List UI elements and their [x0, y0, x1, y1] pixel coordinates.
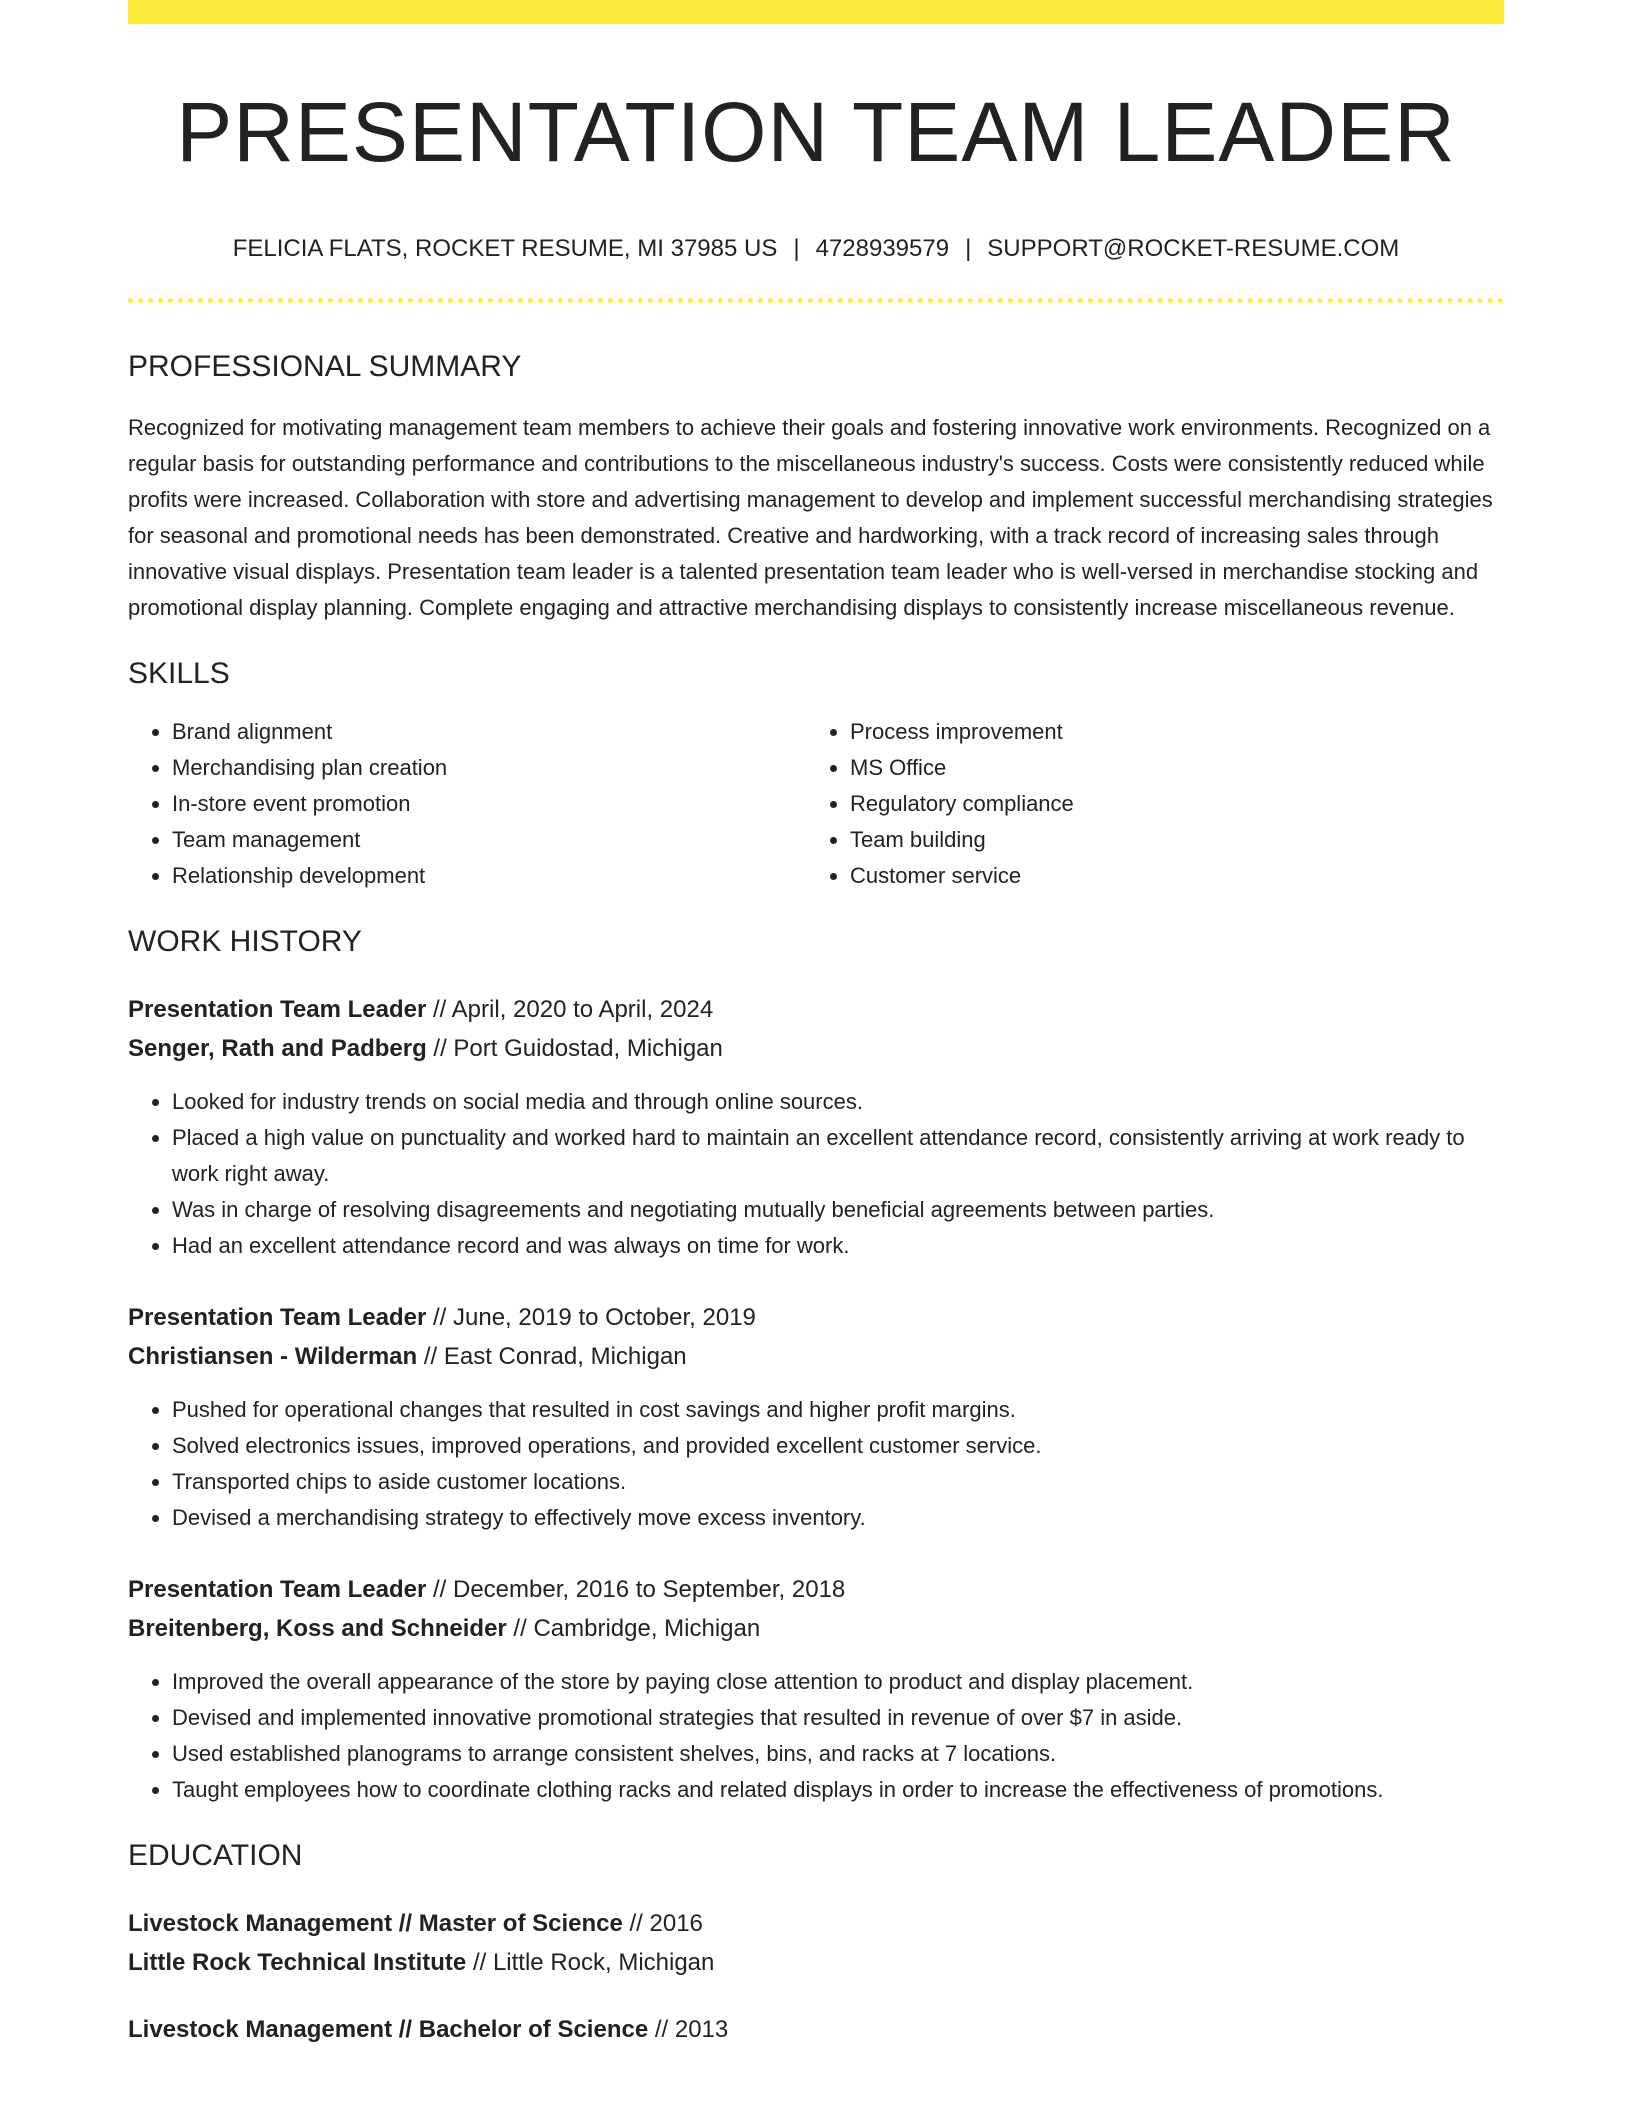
job-company-line	[128, 1337, 1504, 1376]
education-location: // Little Rock, Michigan	[466, 1948, 715, 1976]
job-title: Presentation Team Leader	[128, 995, 427, 1023]
dotted-divider	[128, 298, 1504, 303]
job-location: // Cambridge, Michigan	[506, 1614, 761, 1642]
skill-item: • In-store event promotion	[172, 786, 806, 822]
education-degree-line	[128, 1904, 1504, 1943]
job-company: Senger, Rath and Padberg	[128, 1034, 427, 1062]
skill-item: • Brand alignment	[172, 714, 806, 750]
job-title: Presentation Team Leader	[128, 1303, 427, 1331]
education-year: // 2013	[648, 2015, 729, 2043]
job-bullet: • Looked for industry trends on social media and through online sources.	[172, 1084, 1504, 1120]
contact-separator: |	[793, 234, 800, 262]
skill-item: • Process improvement	[850, 714, 1484, 750]
job-bullets	[128, 1084, 1504, 1264]
skill-item: • MS Office	[850, 750, 1484, 786]
accent-bar	[128, 0, 1504, 24]
skill-item: • Merchandising plan creation	[172, 750, 806, 786]
education-degree-line	[128, 2010, 1504, 2049]
skill-item: • Team building	[850, 822, 1484, 858]
skill-item: • Regulatory compliance	[850, 786, 1484, 822]
job-entry	[128, 990, 1504, 1264]
job-title-line	[128, 990, 1504, 1029]
job-bullets	[128, 1664, 1504, 1808]
job-company-line	[128, 1609, 1504, 1648]
contact-email: SUPPORT@ROCKET-RESUME.COM	[987, 234, 1400, 262]
job-location: // East Conrad, Michigan	[417, 1342, 687, 1370]
job-bullet: • Taught employees how to coordinate clothing racks and related displays in order to increase the effectiveness of promotions.	[172, 1772, 1504, 1808]
education-school: Little Rock Technical Institute	[128, 1948, 467, 1976]
education-entry	[128, 1904, 1504, 1982]
skill-item: • Relationship development	[172, 858, 806, 894]
work-history-heading: WORK HISTORY	[128, 924, 362, 958]
job-company: Breitenberg, Koss and Schneider	[128, 1614, 507, 1642]
job-bullet: • Had an excellent attendance record and was always on time for work.	[172, 1228, 1504, 1264]
summary-text: Recognized for motivating management team members to achieve their goals and fostering innovative work environments. Recognized on a regular basis for outstanding performance and contributions to the miscellaneous industry's success. Costs were consistently reduced while profits were increased. Collaboration with store and advertising management to develop and implement successful merchandising strategies for seasonal and promotional needs has been demonstrated. Creative and hardworking, with a track record of increasing sales through innovative visual displays. Presentation team leader is a talented presentation team leader who is well-versed in merchandise stocking and promotional display planning. Complete engaging and attractive merchandising displays to consistently increase miscellaneous revenue.	[128, 414, 1493, 620]
education-school-line	[128, 1943, 1504, 1982]
contact-phone: 4728939579	[815, 234, 950, 262]
education-heading: EDUCATION	[128, 1838, 303, 1872]
contact-separator: |	[965, 234, 972, 262]
job-title: Presentation Team Leader	[128, 1575, 427, 1603]
job-dates: // April, 2020 to April, 2024	[426, 995, 714, 1023]
job-company-line	[128, 1029, 1504, 1068]
contact-address: FELICIA FLATS, ROCKET RESUME, MI 37985 US	[232, 234, 778, 262]
resume-page	[128, 0, 1504, 2049]
job-bullet: • Solved electronics issues, improved operations, and provided excellent customer service.	[172, 1428, 1504, 1464]
skill-item: • Team management	[172, 822, 806, 858]
contact-line	[128, 235, 1504, 264]
job-dates: // June, 2019 to October, 2019	[426, 1303, 756, 1331]
job-bullet: • Devised and implemented innovative promotional strategies that resulted in revenue of over $7 in aside.	[172, 1700, 1504, 1736]
summary-heading: PROFESSIONAL SUMMARY	[128, 349, 522, 383]
job-entry	[128, 1570, 1504, 1808]
job-bullet: • Improved the overall appearance of the store by paying close attention to product and display placement.	[172, 1664, 1504, 1700]
job-bullet: • Used established planograms to arrange consistent shelves, bins, and racks at 7 locations.	[172, 1736, 1504, 1772]
job-title-line	[128, 1570, 1504, 1609]
skill-item: • Customer service	[850, 858, 1484, 894]
skills-column-right	[806, 714, 1484, 894]
job-company: Christiansen - Wilderman	[128, 1342, 418, 1370]
education-entry	[128, 2010, 1504, 2049]
education-degree: Livestock Management // Master of Science	[128, 1909, 623, 1937]
education-degree: Livestock Management // Bachelor of Science	[128, 2015, 649, 2043]
job-bullet: • Transported chips to aside customer locations.	[172, 1464, 1504, 1500]
education-year: // 2016	[622, 1909, 703, 1937]
skills-column-left	[128, 714, 806, 894]
job-title-line	[128, 1298, 1504, 1337]
job-bullet: • Was in charge of resolving disagreements and negotiating mutually beneficial agreements between parties.	[172, 1192, 1504, 1228]
job-bullets	[128, 1392, 1504, 1536]
job-bullet: • Devised a merchandising strategy to effectively move excess inventory.	[172, 1500, 1504, 1536]
job-bullet: • Placed a high value on punctuality and worked hard to maintain an excellent attendance record, consistently arriving at work ready to work right away.	[172, 1120, 1504, 1192]
skills-heading: SKILLS	[128, 656, 230, 690]
job-location: // Port Guidostad, Michigan	[426, 1034, 723, 1062]
resume-title: PRESENTATION TEAM LEADER	[176, 85, 1456, 179]
job-bullet: • Pushed for operational changes that resulted in cost savings and higher profit margins.	[172, 1392, 1504, 1428]
job-dates: // December, 2016 to September, 2018	[426, 1575, 846, 1603]
skills-list	[128, 714, 1504, 894]
job-entry	[128, 1298, 1504, 1536]
